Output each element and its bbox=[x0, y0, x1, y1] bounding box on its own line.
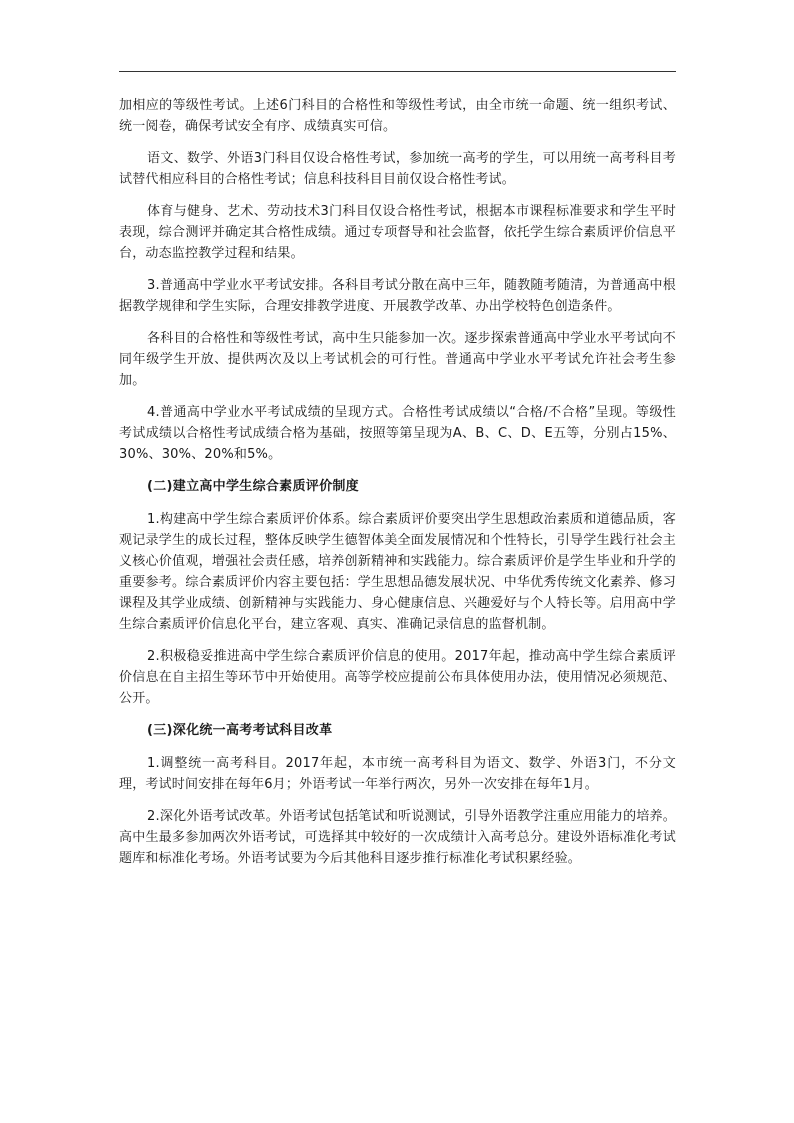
paragraph: 各科目的合格性和等级性考试，高中生只能参加一次。逐步探索普通高中学业水平考试向不同年级学生开放、提供两次及以上考试机会的可行性。普通高中学业水平考试允许社会考生参加。 bbox=[119, 331, 676, 388]
section-heading: (二)建立高中学生综合素质评价制度 bbox=[147, 479, 359, 494]
paragraph: 1.调整统一高考科目。2017年起，本市统一高考科目为语文、数学、外语3门，不分文理，考试时间安排在每年6月；外语考试一年举行两次，另外一次安排在每年1月。 bbox=[119, 756, 676, 792]
paragraph: 语文、数学、外语3门科目仅设合格性考试，参加统一高考的学生，可以用统一高考科目考试替代相应科目的合格性考试；信息科技科目目前仅设合格性考试。 bbox=[119, 151, 676, 187]
paragraph: 4.普通高中学业水平考试成绩的呈现方式。合格性考试成绩以“合格/不合格”呈现。等级性考试成绩以合格性考试成绩合格为基础，按照等第呈现为A、B、C、D、E五等，分别占15%、30%、30%、20%和5%。 bbox=[119, 405, 676, 462]
paragraph: 加相应的等级性考试。上述6门科目的合格性和等级性考试，由全市统一命题、统一组织考试、统一阅卷，确保考试安全有序、成绩真实可信。 bbox=[119, 98, 676, 134]
paragraph: 3.普通高中学业水平考试安排。各科目考试分散在高中三年，随教随考随清，为普通高中根据教学规律和学生实际，合理安排教学进度、开展教学改革、办出学校特色创造条件。 bbox=[119, 278, 676, 314]
document-body bbox=[119, 95, 676, 880]
paragraph: 体育与健身、艺术、劳动技术3门科目仅设合格性考试，根据本市课程标准要求和学生平时表现，综合测评并确定其合格性成绩。通过专项督导和社会监督，依托学生综合素质评价信息平台，动态监控教学过程和结果。 bbox=[119, 204, 676, 261]
paragraph: 2.积极稳妥推进高中学生综合素质评价信息的使用。2017年起，推动高中学生综合素质评价信息在自主招生等环节中开始使用。高等学校应提前公布具体使用办法，使用情况必须规范、公开。 bbox=[119, 649, 676, 706]
section-heading: (三)深化统一高考考试科目改革 bbox=[147, 723, 333, 738]
paragraph: 2.深化外语考试改革。外语考试包括笔试和听说测试，引导外语教学注重应用能力的培养。高中生最多参加两次外语考试，可选择其中较好的一次成绩计入高考总分。建设外语标准化考试题库和标准化考场。外语考试要为今后其他科目逐步推行标准化考试积累经验。 bbox=[119, 809, 676, 866]
paragraph: 1.构建高中学生综合素质评价体系。综合素质评价要突出学生思想政治素质和道德品质，客观记录学生的成长过程，整体反映学生德智体美全面发展情况和个性特长，引导学生践行社会主义核心价值观，增强社会责任感，培养创新精神和实践能力。综合素质评价是学生毕业和升学的重要参考。综合素质评价内容主要包括：学生思想品德发展状况、中华优秀传统文化素养、修习课程及其学业成绩、创新精神与实践能力、身心健康信息、兴趣爱好与个人特长等。启用高中学生综合素质评价信息化平台，建立客观、真实、准确记录信息的监督机制。 bbox=[119, 512, 676, 632]
header-divider bbox=[119, 71, 676, 72]
